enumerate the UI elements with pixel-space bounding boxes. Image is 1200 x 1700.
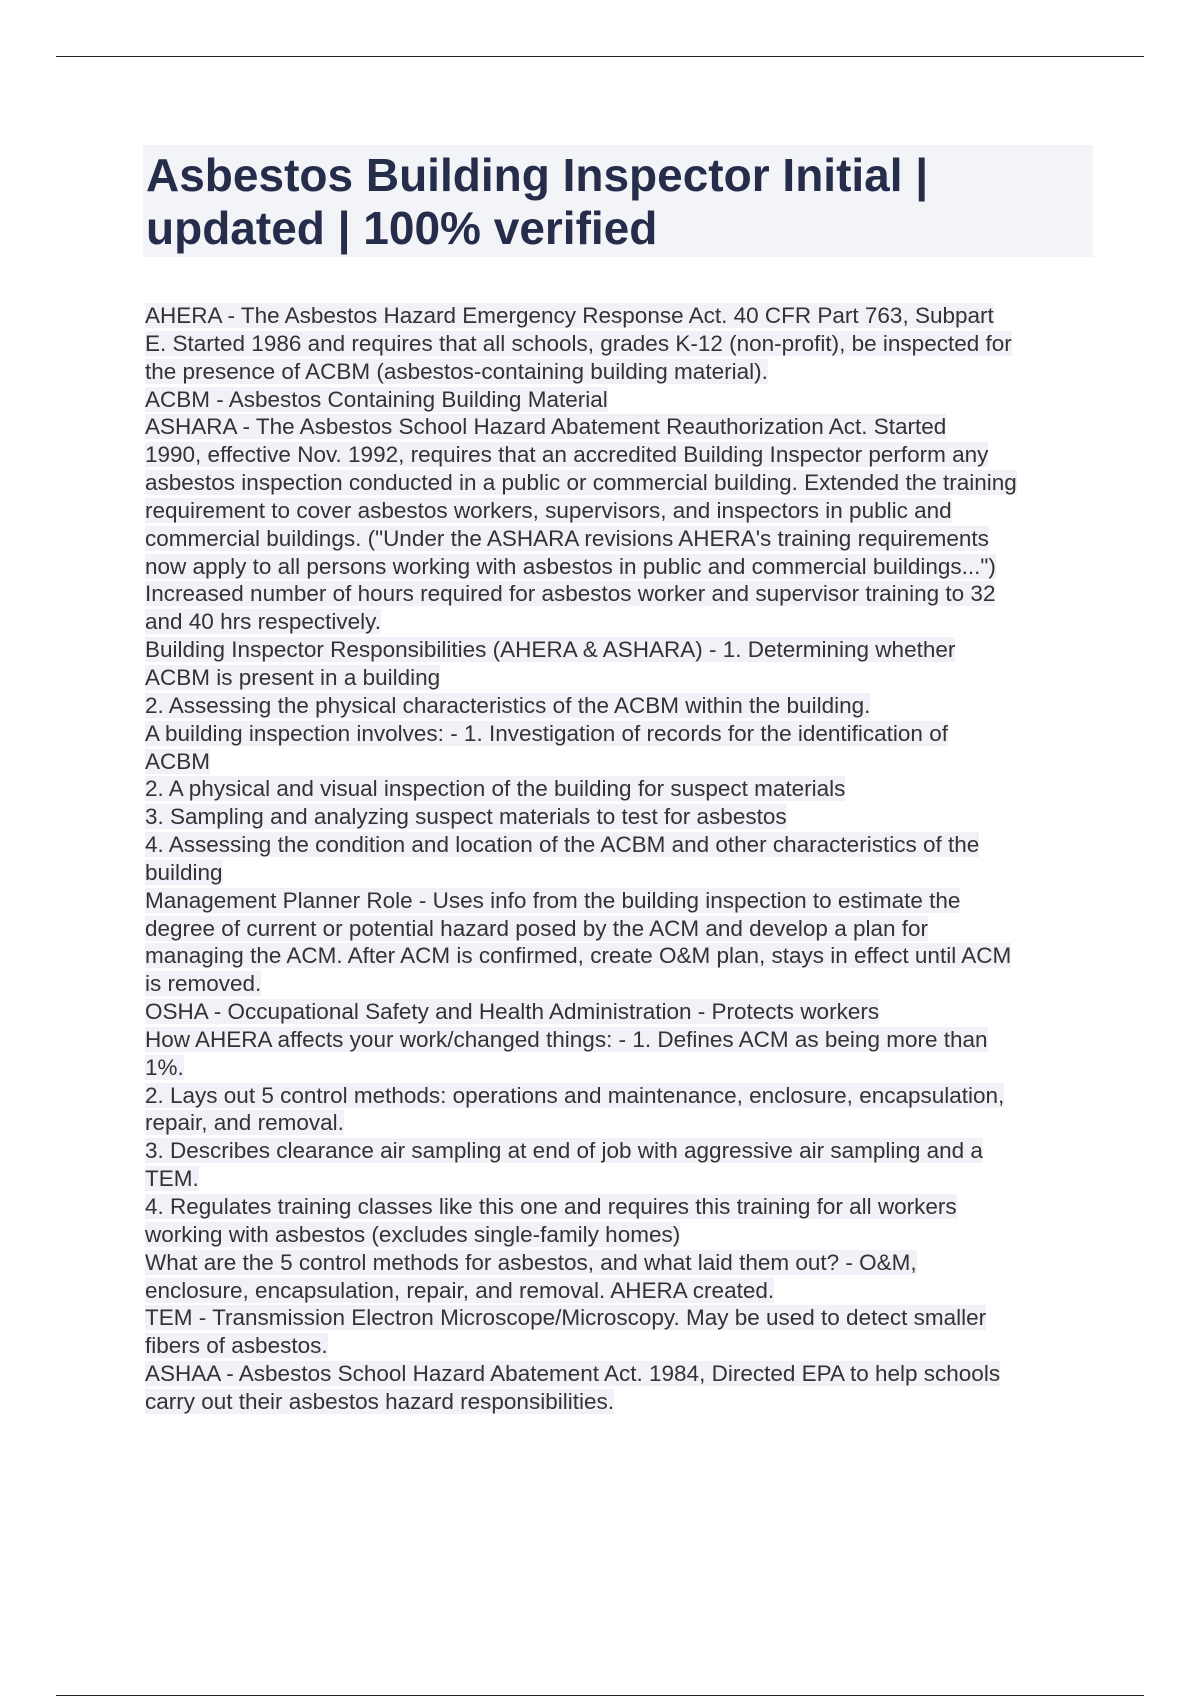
page-title xyxy=(146,149,1091,255)
body-line: 4. Regulates training classes like this one and requires this training for all workers xyxy=(145,1194,957,1219)
body-line: and 40 hrs respectively. xyxy=(145,609,381,635)
body-line: enclosure, encapsulation, repair, and removal. AHERA created. xyxy=(145,1277,775,1303)
body-line: working with asbestos (excludes single-family homes) xyxy=(145,1221,681,1247)
body-line: is removed. xyxy=(145,971,262,997)
body-line: ACBM xyxy=(145,748,211,774)
body-line: OSHA - Occupational Safety and Health Administration - Protects workers xyxy=(145,999,880,1025)
body-line: 2. Assessing the physical characteristics of the ACBM within the building. xyxy=(145,692,871,718)
top-divider xyxy=(56,56,1144,57)
body-line: Building Inspector Responsibilities (AHERA & ASHARA) - 1. Determining whether xyxy=(145,637,956,663)
body-line: E. Started 1986 and requires that all schools, grades K-12 (non-profit), be inspected for xyxy=(145,330,1012,356)
title-line-2: updated | 100% verified xyxy=(146,202,658,254)
body-line: asbestos inspection conducted in a public or commercial building. Extended the training xyxy=(145,470,1017,496)
body-line: TEM - Transmission Electron Microscope/Microscopy. May be used to detect smaller xyxy=(145,1305,987,1331)
body-line: commercial buildings. ("Under the ASHARA revisions AHERA's training requirements xyxy=(145,525,989,551)
body-line: repair, and removal. xyxy=(145,1110,344,1136)
body-line: 1990, effective Nov. 1992, requires that an accredited Building Inspector perform any xyxy=(145,442,989,468)
bottom-divider xyxy=(56,1695,1144,1696)
body-line: Increased number of hours required for asbestos worker and supervisor training to 32 xyxy=(145,581,996,607)
body-line: ACBM is present in a building xyxy=(145,664,441,690)
title-block xyxy=(143,145,1093,257)
body-line: degree of current or potential hazard posed by the ACM and develop a plan for xyxy=(145,915,929,941)
body-line: 3. Sampling and analyzing suspect materials to test for asbestos xyxy=(145,804,787,830)
body-line: 4. Assessing the condition and location of the ACBM and other characteristics of the xyxy=(145,832,980,858)
body-line: What are the 5 control methods for asbestos, and what laid them out? - O&M, xyxy=(145,1249,917,1275)
body-line: ASHAA - Asbestos School Hazard Abatement Act. 1984, Directed EPA to help schools xyxy=(145,1361,1001,1387)
body-line: the presence of ACBM (asbestos-containing building material). xyxy=(145,358,768,384)
body-line: 1%. xyxy=(145,1054,184,1080)
body-line: A building inspection involves: - 1. Investigation of records for the identification of xyxy=(145,720,948,746)
body-line: carry out their asbestos hazard responsibilities. xyxy=(145,1388,614,1414)
body-line: 2. A physical and visual inspection of the building for suspect materials xyxy=(145,776,846,802)
body-line: TEM. xyxy=(145,1166,199,1192)
body-line: requirement to cover asbestos workers, supervisors, and inspectors in public and xyxy=(145,497,952,523)
body-line: 3. Describes clearance air sampling at end of job with aggressive air sampling and a xyxy=(145,1138,983,1164)
body-line: Management Planner Role - Uses info from the building inspection to estimate the xyxy=(145,887,961,913)
body-line: building xyxy=(145,859,223,885)
body-line: AHERA - The Asbestos Hazard Emergency Response Act. 40 CFR Part 763, Subpart xyxy=(145,303,994,328)
body-line: managing the ACM. After ACM is confirmed, create O&M plan, stays in effect until ACM xyxy=(145,943,1012,969)
document-body xyxy=(145,302,1093,1416)
body-line: now apply to all persons working with asbestos in public and commercial buildings...") xyxy=(145,553,996,579)
title-line-1: Asbestos Building Inspector Initial | xyxy=(146,149,929,201)
body-line: ACBM - Asbestos Containing Building Material xyxy=(145,386,608,412)
body-line: fibers of asbestos. xyxy=(145,1333,328,1359)
body-line: ASHARA - The Asbestos School Hazard Abatement Reauthorization Act. Started xyxy=(145,414,947,440)
body-line: How AHERA affects your work/changed things: - 1. Defines ACM as being more than xyxy=(145,1026,988,1052)
body-line: 2. Lays out 5 control methods: operations and maintenance, enclosure, encapsulation, xyxy=(145,1082,1005,1108)
